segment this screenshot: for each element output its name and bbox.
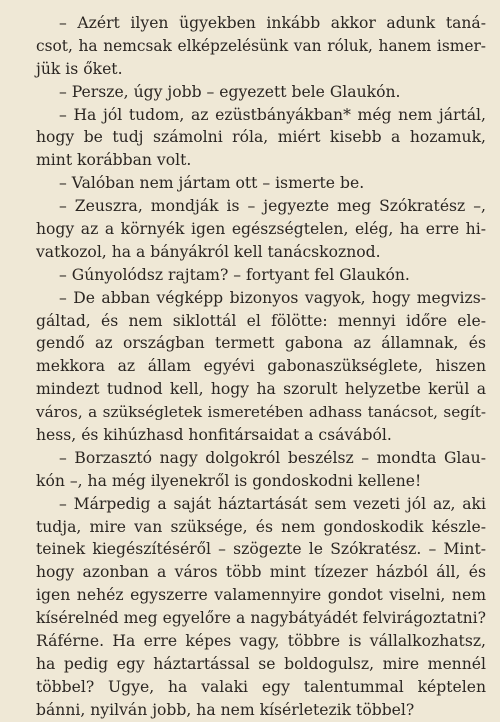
text-line: bánni, nyilván jobb, ha nem kísérletezik többel? — [36, 700, 415, 719]
text-line: – Márpedig a saját háztartását sem vezeti jól az, aki — [59, 494, 486, 513]
text-line: vatkozol, ha a bányákról kell tanácskoznod. — [36, 242, 381, 261]
text-line: Ráférne. Ha erre képes vagy, többre is vállalkozhatsz, — [36, 632, 486, 651]
text-line: – Gúnyolódsz rajtam? – fortyant fel Glaukón. — [59, 265, 410, 284]
page-text — [36, 12, 486, 722]
text-line: hogy az a környék igen egészségtelen, elég, ha erre hi- — [36, 220, 486, 239]
text-line: – Ha jól tudom, az ezüstbányákban* még nem jártál, — [59, 105, 486, 124]
text-line: – De abban végképp bizonyos vagyok, hogy megvizs- — [59, 288, 486, 307]
text-line: csot, ha nemcsak elképzelésünk van róluk, hanem ismer- — [36, 36, 486, 55]
text-line: – Valóban nem jártam ott – ismerte be. — [59, 174, 365, 193]
text-line: – Persze, úgy jobb – egyezett bele Glaukón. — [59, 82, 401, 101]
text-line: hogy be tudj számolni róla, miért kisebb a hozamuk, — [36, 128, 486, 147]
text-line: – Borzasztó nagy dolgokról beszélsz – mondta Glau- — [59, 448, 486, 467]
text-line: mekkora az állam egyévi gabonaszükséglete, hiszen — [36, 357, 486, 376]
text-line: hess, és kihúzhasd honfitársaidat a csávából. — [36, 426, 392, 445]
text-line: – Azért ilyen ügyekben inkább akkor adunk taná- — [59, 14, 486, 32]
text-line: gendő az országban termett gabona az államnak, és — [36, 334, 486, 353]
text-line: kón –, ha még ilyenekről is gondoskodni kellene! — [36, 471, 422, 490]
text-line: város, a szükségletek ismeretében adhass tanácsot, segít- — [36, 403, 486, 422]
text-line: jük is őket. — [36, 59, 123, 78]
text-line: gáltad, és nem siklottál el fölötte: mennyi időre ele- — [36, 311, 486, 330]
text-line: mindezt tudnod kell, hogy ha szorult helyzetbe kerül a — [36, 380, 486, 399]
text-line: mint korábban volt. — [36, 151, 192, 170]
text-line: kísérelnéd meg egyelőre a nagybátyádét felvirágoztatni? — [36, 609, 486, 628]
text-line: ha pedig egy háztartással se boldogulsz, mire mennél — [36, 654, 486, 673]
text-line: teinek kiegészítéséről – szögezte le Szókratész. – Mint- — [36, 540, 486, 559]
text-line: tudja, mire van szüksége, és nem gondoskodik készle- — [36, 517, 486, 536]
text-line: igen nehéz egyszerre valamennyire gondot viselni, nem — [36, 586, 486, 605]
text-line: – Zeuszra, mondják is – jegyezte meg Szókratész –, — [59, 197, 486, 216]
text-line: hogy azonban a város több mint tízezer házból áll, és — [36, 563, 486, 582]
text-line: többel? Ugye, ha valaki egy talentummal képtelen — [36, 677, 486, 696]
